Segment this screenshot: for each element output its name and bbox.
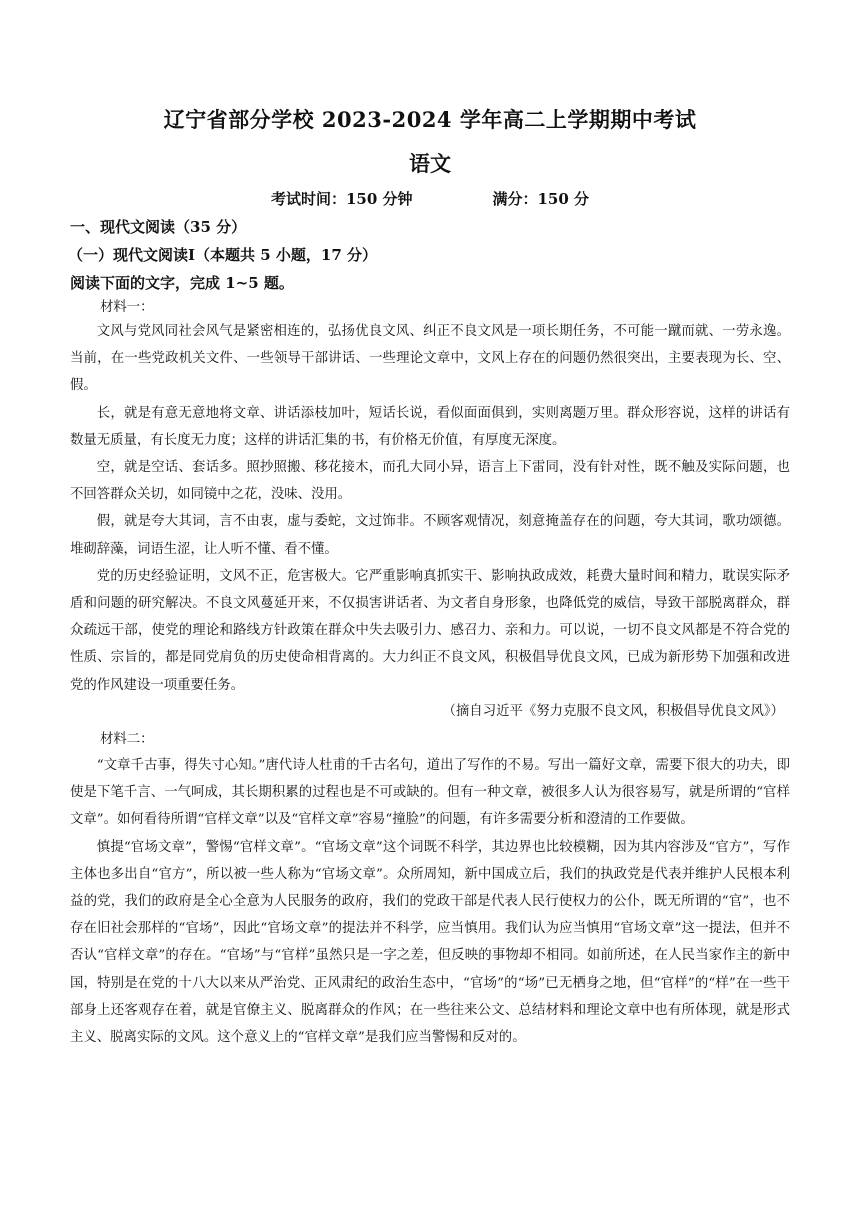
section-title: 一、现代文阅读（35 分） <box>70 218 247 236</box>
reading-instruction: 阅读下面的文字，完成 1~5 题。 <box>70 274 294 292</box>
material-1-body <box>70 318 790 699</box>
paragraph: 文风与党风同社会风气是紧密相连的，弘扬优良文风、纠正不良文风是一项长期任务，不可能一蹴而就、一劳永逸。当前，在一些党政机关文件、一些领导干部讲话、一些理论文章中，文风上存在的问题仍然很突出，主要表现为长、空、假。 <box>70 324 790 394</box>
paragraph: 党的历史经验证明，文风不正，危害极大。它严重影响真抓实干、影响执政成效，耗费大量时间和精力，耽误实际矛盾和问题的研究解决。不良文风蔓延开来，不仅损害讲话者、为文者自身形象，也降低党的威信，导致干部脱离群众，群众疏远干部，使党的理论和路线方针政策在群众中失去吸引力、感召力、亲和力。可以说，一切不良文风都是不符合党的性质、宗旨的，都是同党肩负的历史使命相背离的。大力纠正不良文风，积极倡导优良文风，已成为新形势下加强和改进党的作风建设一项重要任务。 <box>70 568 790 693</box>
material-1-source: （摘自习近平《努力克服不良文风，积极倡导优良文风》） <box>442 704 784 719</box>
paragraph: 慎提“官场文章”，警惕“官样文章”。“官场文章”这个词既不科学，其边界也比较模糊，因为其内容涉及“官方”，写作主体也多出自“官方”，所以被一些人称为“官场文章”。众所周知，新中国成立后，我们的执政党是代表并维护人民根本利益的党，我们的政府是全心全意为人民服务的政府，我们的党政干部是代表人民行使权力的公仆，既无所谓的“官”，也不存在旧社会那样的“官场”，因此“官场文章”的提法并不科学，应当慎用。我们认为应当慎用“官场文章”这一提法，但并不否认“官样文章”的存在。“官场”与“官样”虽然只是一字之差，但反映的事物却不相同。如前所述，在人民当家作主的新中国，特别是在党的十八大以来从严治党、正风肃纪的政治生态中，“官场”的“场”已无栖身之地，但“官样”的“样”在一些干部身上还客观存在着，就是官僚主义、脱离群众的作风；在一些往来公文、总结材料和理论文章中也有所体现，就是形式主义、脱离实际的文风。这个意义上的“官样文章”是我们应当警惕和反对的。 <box>70 839 790 1046</box>
exam-info <box>0 188 860 209</box>
exam-time: 考试时间：150 分钟 <box>270 190 413 208</box>
material-1-label: 材料一： <box>100 300 154 315</box>
exam-title: 辽宁省部分学校 2023-2024 学年高二上学期期中考试 <box>163 107 697 132</box>
paragraph: 假，就是夸大其词，言不由衷，虚与委蛇，文过饰非。不顾客观情况，刻意掩盖存在的问题，夸大其词，歌功颂德。堆砌辞藻，词语生涩，让人听不懂、看不懂。 <box>70 514 790 557</box>
paragraph: 空，就是空话、套话多。照抄照搬、移花接木，而孔大同小异，语言上下雷同，没有针对性，既不触及实际问题，也不回答群众关切，如同镜中之花，没味、没用。 <box>70 460 790 503</box>
subject-title: 语文 <box>409 151 451 176</box>
material-2-label: 材料二： <box>100 732 154 747</box>
full-score: 满分：150 分 <box>492 190 590 208</box>
paragraph: “文章千古事，得失寸心知。”唐代诗人杜甫的千古名句，道出了写作的不易。写出一篇好文章，需要下很大的功夫，即使是下笔千言、一气呵成，其长期积累的过程也是不可或缺的。但有一种文章，被很多人认为很容易写，就是所谓的“官样文章”。如何看待所谓“官样文章”以及“官样文章”容易“撞脸”的问题，有许多需要分析和澄清的工作要做。 <box>70 758 790 828</box>
paragraph: 长，就是有意无意地将文章、讲话添枝加叶，短话长说，看似面面俱到，实则离题万里。群众形容说，这样的讲话有数量无质量，有长度无力度；这样的讲话汇集的书，有价格无价值，有厚度无深度。 <box>70 405 790 448</box>
subsection-title: （一）现代文阅读I（本题共 5 小题，17 分） <box>68 246 377 264</box>
material-2-body <box>70 752 790 1051</box>
